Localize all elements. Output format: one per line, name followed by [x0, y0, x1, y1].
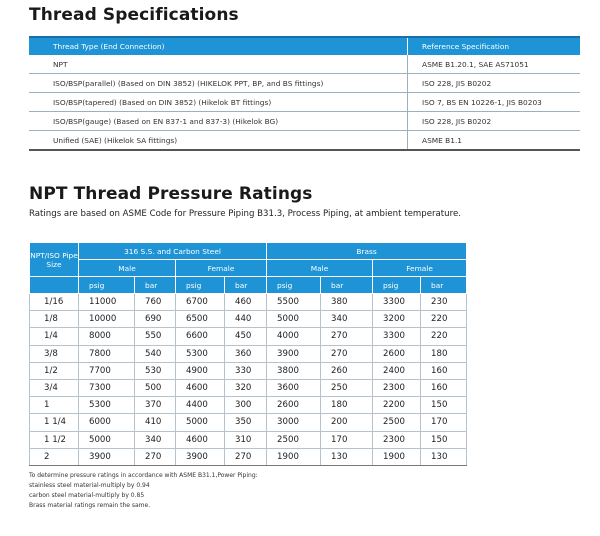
psig-value-cell: 3300 [373, 328, 421, 345]
bar-value-cell: 230 [421, 294, 467, 311]
reference-spec-cell: ASME B1.20.1, SAE AS71051 [408, 55, 580, 74]
reference-spec-cell: ISO 7, BS EN 10226-1, JIS B0203 [408, 93, 580, 112]
bar-value-cell: 170 [421, 414, 467, 431]
unit-header: psig [176, 277, 225, 294]
pipe-size-cell: 1/4 [30, 328, 79, 345]
bar-value-cell: 760 [135, 294, 176, 311]
group-header-brass: Brass [267, 243, 467, 260]
pipe-size-cell: 1 1/4 [30, 414, 79, 431]
psig-value-cell: 4000 [267, 328, 321, 345]
footnote-line: To determine pressure ratings in accordance with ASME B31.1,Power Piping: [29, 472, 258, 479]
bar-value-cell: 180 [421, 345, 467, 362]
pipe-size-cell: 1/2 [30, 362, 79, 379]
footnote-line: carbon steel material-multiply by 0.85 [29, 492, 145, 499]
reference-spec-cell: ASME B1.1 [408, 131, 580, 151]
psig-value-cell: 5500 [267, 294, 321, 311]
unit-header: psig [79, 277, 135, 294]
bar-value-cell: 460 [225, 294, 267, 311]
thread-type-cell: ISO/BSP(gauge) (Based on EN 837-1 and 837-3) (Hikelok BG) [29, 112, 408, 131]
bar-value-cell: 180 [321, 397, 373, 414]
bar-value-cell: 160 [421, 362, 467, 379]
table-row [30, 345, 467, 362]
bar-value-cell: 200 [321, 414, 373, 431]
psig-value-cell: 2500 [267, 431, 321, 448]
bar-value-cell: 440 [225, 311, 267, 328]
reference-spec-cell: ISO 228, JIS B0202 [408, 112, 580, 131]
unit-header: bar [225, 277, 267, 294]
bar-value-cell: 450 [225, 328, 267, 345]
bar-value-cell: 340 [135, 431, 176, 448]
unit-header-row [30, 277, 467, 294]
psig-value-cell: 2300 [373, 379, 421, 396]
pipe-size-cell: 1 [30, 397, 79, 414]
bar-value-cell: 410 [135, 414, 176, 431]
psig-value-cell: 2600 [267, 397, 321, 414]
psig-value-cell: 3900 [176, 448, 225, 465]
bar-value-cell: 270 [225, 448, 267, 465]
bar-value-cell: 530 [135, 362, 176, 379]
thread-type-cell: ISO/BSP(parallel) (Based on DIN 3852) (HIKELOK PPT, BP, and BS fittings) [29, 74, 408, 93]
psig-value-cell: 5000 [79, 431, 135, 448]
table-row [30, 397, 467, 414]
bar-value-cell: 380 [321, 294, 373, 311]
table-row [30, 311, 467, 328]
bar-value-cell: 150 [421, 397, 467, 414]
bar-value-cell: 370 [135, 397, 176, 414]
psig-value-cell: 5000 [267, 311, 321, 328]
unit-header: psig [373, 277, 421, 294]
bar-value-cell: 270 [321, 345, 373, 362]
thread-specifications-table [29, 36, 580, 151]
psig-value-cell: 4600 [176, 379, 225, 396]
bar-value-cell: 160 [421, 379, 467, 396]
psig-value-cell: 4400 [176, 397, 225, 414]
psig-value-cell: 8000 [79, 328, 135, 345]
psig-value-cell: 7800 [79, 345, 135, 362]
thread-type-cell: Unified (SAE) (Hikelok SA fittings) [29, 131, 408, 151]
bar-value-cell: 330 [225, 362, 267, 379]
subgroup-header-male: Male [267, 260, 373, 277]
table-row [30, 431, 467, 448]
bar-value-cell: 500 [135, 379, 176, 396]
footnote-line: stainless steel material-multiply by 0.94 [29, 482, 150, 489]
psig-value-cell: 3600 [267, 379, 321, 396]
bar-value-cell: 340 [321, 311, 373, 328]
psig-value-cell: 10000 [79, 311, 135, 328]
bar-value-cell: 220 [421, 328, 467, 345]
unit-header-blank [30, 277, 79, 294]
psig-value-cell: 2200 [373, 397, 421, 414]
table-row [30, 379, 467, 396]
psig-value-cell: 6500 [176, 311, 225, 328]
table-row [29, 131, 580, 151]
bar-value-cell: 350 [225, 414, 267, 431]
table-row [29, 93, 580, 112]
table-header-row [29, 37, 580, 55]
bar-value-cell: 260 [321, 362, 373, 379]
psig-value-cell: 5300 [79, 397, 135, 414]
thread-type-cell: NPT [29, 55, 408, 74]
psig-value-cell: 3900 [79, 448, 135, 465]
pipe-size-cell: 1/16 [30, 294, 79, 311]
psig-value-cell: 5000 [176, 414, 225, 431]
bar-value-cell: 320 [225, 379, 267, 396]
psig-value-cell: 3200 [373, 311, 421, 328]
pressure-ratings-subtitle: Ratings are based on ASME Code for Pressure Piping B31.3, Process Piping, at ambient temperature. [29, 209, 461, 219]
psig-value-cell: 6600 [176, 328, 225, 345]
pipe-size-cell: 1/8 [30, 311, 79, 328]
psig-value-cell: 7300 [79, 379, 135, 396]
bar-value-cell: 550 [135, 328, 176, 345]
bar-value-cell: 250 [321, 379, 373, 396]
unit-header: psig [267, 277, 321, 294]
pipe-size-cell: 1 1/2 [30, 431, 79, 448]
thread-specifications-title: Thread Specifications [29, 5, 239, 25]
psig-value-cell: 1900 [373, 448, 421, 465]
bar-value-cell: 310 [225, 431, 267, 448]
bar-value-cell: 130 [421, 448, 467, 465]
table-row [29, 55, 580, 74]
psig-value-cell: 2600 [373, 345, 421, 362]
table-row [29, 74, 580, 93]
psig-value-cell: 5300 [176, 345, 225, 362]
table-row [30, 294, 467, 311]
psig-value-cell: 3300 [373, 294, 421, 311]
subgroup-header-female: Female [373, 260, 467, 277]
pipe-size-cell: 2 [30, 448, 79, 465]
pressure-ratings-title: NPT Thread Pressure Ratings [29, 184, 313, 204]
psig-value-cell: 11000 [79, 294, 135, 311]
table-row [30, 362, 467, 379]
group-header-row [30, 243, 467, 260]
psig-value-cell: 3900 [267, 345, 321, 362]
psig-value-cell: 3000 [267, 414, 321, 431]
psig-value-cell: 6000 [79, 414, 135, 431]
table-row [29, 112, 580, 131]
psig-value-cell: 1900 [267, 448, 321, 465]
pipe-size-cell: 3/4 [30, 379, 79, 396]
psig-value-cell: 3800 [267, 362, 321, 379]
subgroup-header-row [30, 260, 467, 277]
bar-value-cell: 270 [321, 328, 373, 345]
reference-spec-cell: ISO 228, JIS B0202 [408, 74, 580, 93]
column-header-thread-type: Thread Type (End Connection) [29, 37, 408, 55]
subgroup-header-male: Male [79, 260, 176, 277]
bar-value-cell: 220 [421, 311, 467, 328]
bar-value-cell: 300 [225, 397, 267, 414]
unit-header: bar [421, 277, 467, 294]
bar-value-cell: 270 [135, 448, 176, 465]
bar-value-cell: 690 [135, 311, 176, 328]
psig-value-cell: 4600 [176, 431, 225, 448]
group-header-steel: 316 S.S. and Carbon Steel [79, 243, 267, 260]
psig-value-cell: 7700 [79, 362, 135, 379]
footnote-line: Brass material ratings remain the same. [29, 502, 151, 509]
bar-value-cell: 540 [135, 345, 176, 362]
psig-value-cell: 6700 [176, 294, 225, 311]
psig-value-cell: 2300 [373, 431, 421, 448]
psig-value-cell: 2500 [373, 414, 421, 431]
unit-header: bar [135, 277, 176, 294]
bar-value-cell: 360 [225, 345, 267, 362]
column-header-reference-spec: Reference Specification [408, 37, 580, 55]
table-row [30, 448, 467, 465]
bar-value-cell: 150 [421, 431, 467, 448]
pipe-size-cell: 3/8 [30, 345, 79, 362]
thread-type-cell: ISO/BSP(tapered) (Based on DIN 3852) (Hikelok BT fittings) [29, 93, 408, 112]
bar-value-cell: 130 [321, 448, 373, 465]
psig-value-cell: 4900 [176, 362, 225, 379]
table-row [30, 328, 467, 345]
column-header-pipe-size: NPT/ISO Pipe Size [30, 243, 79, 277]
pressure-ratings-table [29, 242, 467, 466]
table-row [30, 414, 467, 431]
unit-header: bar [321, 277, 373, 294]
footnotes [29, 471, 258, 511]
psig-value-cell: 2400 [373, 362, 421, 379]
bar-value-cell: 170 [321, 431, 373, 448]
subgroup-header-female: Female [176, 260, 267, 277]
